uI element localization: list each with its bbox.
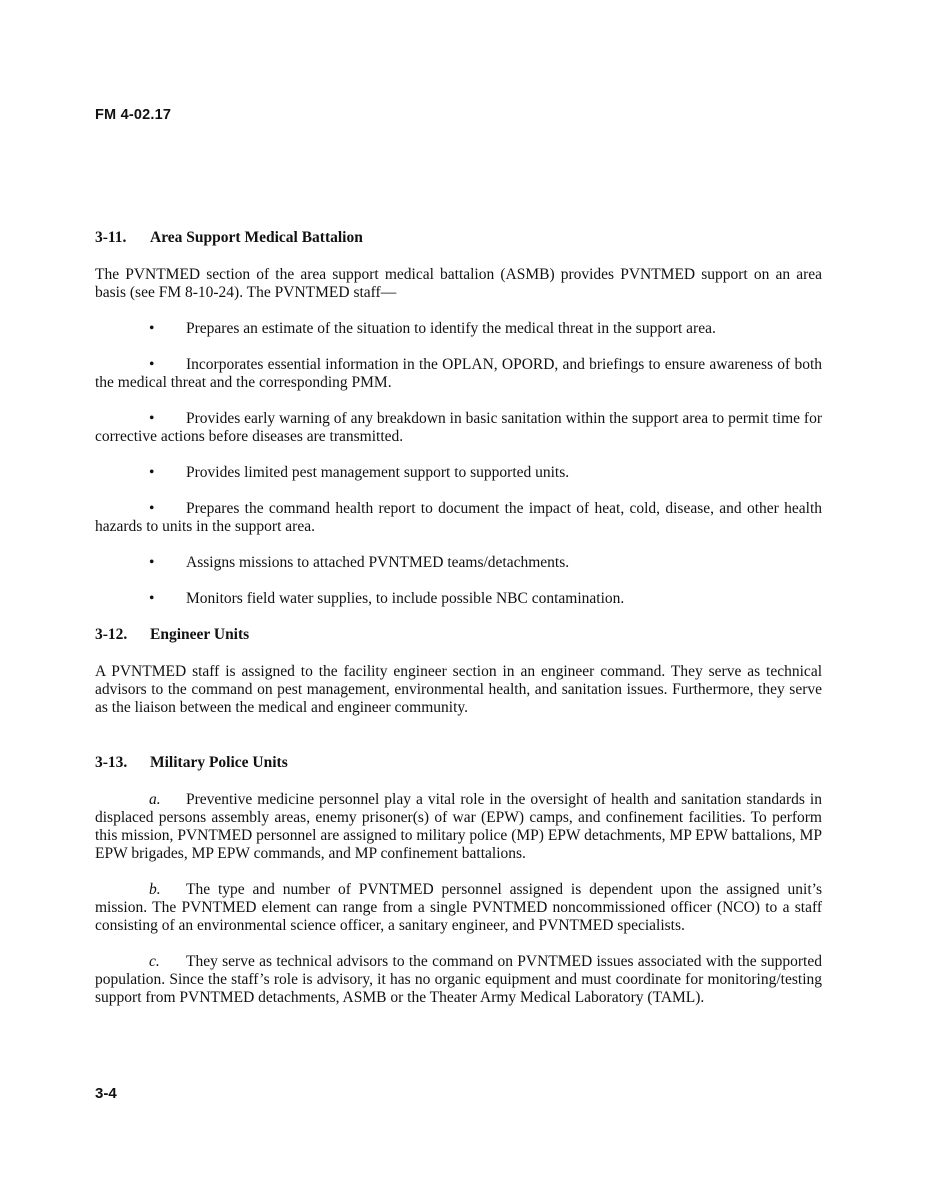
list-item: • Incorporates essential information in the OPLAN, OPORD, and briefings to ensure awareness of both the medical threat and the corresponding PMM. bbox=[95, 356, 822, 391]
bullet-icon: • bbox=[149, 500, 155, 517]
bullet-icon: • bbox=[149, 356, 155, 373]
bullet-icon: • bbox=[149, 464, 155, 481]
list-item: • Provides early warning of any breakdown in basic sanitation within the support area to permit time for corrective actions before diseases are transmitted. bbox=[95, 410, 822, 445]
page-number: 3-4 bbox=[95, 1085, 117, 1102]
bullet-icon: • bbox=[149, 320, 155, 337]
subparagraph-letter: b. bbox=[149, 881, 161, 898]
subparagraph-a: a. Preventive medicine personnel play a vital role in the oversight of health and sanitation standards in displaced persons assembly areas, enemy prisoner(s) of war (EPW) camps, and confinement facilities. To perform this mission, PVNTMED personnel are assigned to military police (MP) EPW detachments, MP EPW battalions, MP EPW brigades, MP EPW commands, and MP confinement battalions. bbox=[95, 791, 822, 862]
section-number: 3-11. bbox=[95, 229, 127, 246]
section-heading-3-13 bbox=[95, 754, 822, 772]
subparagraph-c: c. They serve as technical advisors to the command on PVNTMED issues associated with the supported population. Since the staff’s role is advisory, it has no organic equipment and must coordinate for monitoring/testing support from PVNTMED detachments, ASMB or the Theater Army Medical Laboratory (TAML). bbox=[95, 953, 822, 1006]
bullet-icon: • bbox=[149, 590, 155, 607]
section-title: Military Police Units bbox=[150, 754, 288, 771]
subparagraph-letter: c. bbox=[149, 953, 160, 970]
section-intro: The PVNTMED section of the area support medical battalion (ASMB) provides PVNTMED support on an area basis (see FM 8-10-24). The PVNTMED staff— bbox=[95, 266, 822, 301]
section-title: Engineer Units bbox=[150, 626, 250, 643]
section-heading-3-11 bbox=[95, 229, 822, 247]
running-header: FM 4-02.17 bbox=[95, 107, 172, 123]
bullet-icon: • bbox=[149, 554, 155, 571]
list-item: • Monitors field water supplies, to include possible NBC contamination. bbox=[149, 590, 625, 607]
list-item: • Prepares the command health report to document the impact of heat, cold, disease, and other health hazards to units in the support area. bbox=[95, 500, 822, 535]
section-text: A PVNTMED staff is assigned to the facility engineer section in an engineer command. They serve as technical advisors to the command on pest management, environmental health, and sanitation issues. Furthermore, they serve as the liaison between the medical and engineer community. bbox=[95, 663, 822, 716]
list-item: • Assigns missions to attached PVNTMED teams/detachments. bbox=[149, 554, 570, 571]
subparagraph-letter: a. bbox=[149, 791, 161, 808]
section-title: Area Support Medical Battalion bbox=[150, 229, 363, 246]
section-number: 3-12. bbox=[95, 626, 128, 643]
page-body bbox=[95, 229, 822, 1025]
bullet-icon: • bbox=[149, 410, 155, 427]
section-spacer bbox=[95, 735, 822, 754]
subparagraph-b: b. The type and number of PVNTMED personnel assigned is dependent upon the assigned unit’s mission. The PVNTMED element can range from a single PVNTMED noncommissioned officer (NCO) to a staff consisting of an environmental science officer, a sanitary engineer, and PVNTMED specialists. bbox=[95, 881, 822, 934]
section-heading-3-12 bbox=[95, 626, 822, 644]
list-item: • Prepares an estimate of the situation to identify the medical threat in the support area. bbox=[149, 320, 716, 337]
section-number: 3-13. bbox=[95, 754, 128, 771]
list-item: • Provides limited pest management support to supported units. bbox=[149, 464, 570, 481]
